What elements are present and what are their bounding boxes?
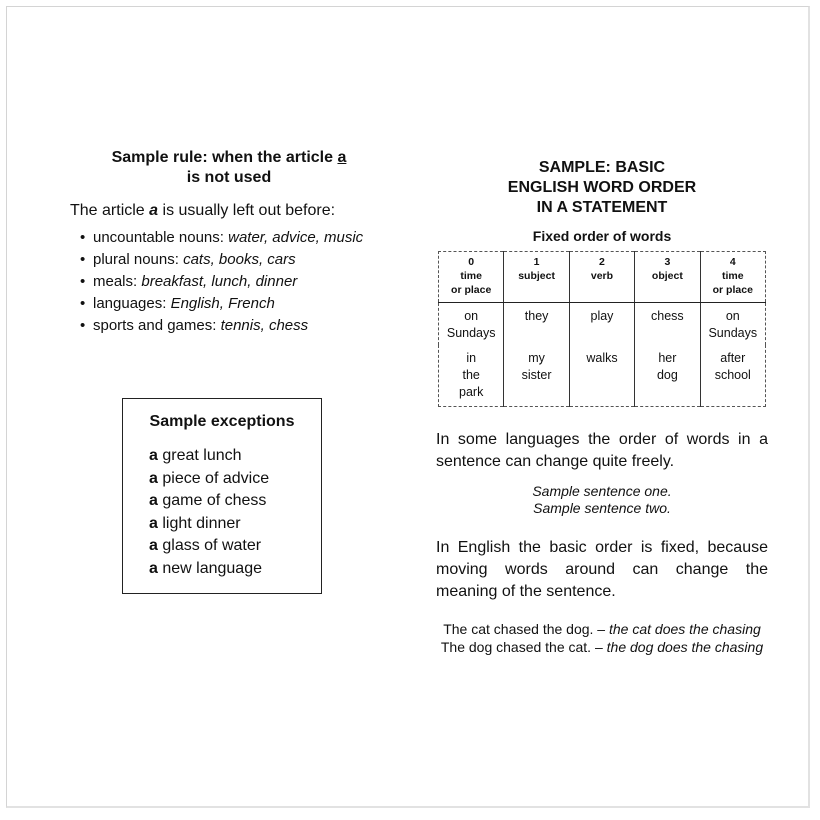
table-cell [700,345,765,407]
exception-article: a [149,469,158,487]
list-item [80,293,388,314]
left-lead [70,200,388,221]
paragraph-free-order: In some languages the order of words in a sentence can change quite freely. [436,431,768,470]
case-example: cats, books, cars [183,251,296,268]
case-example: water, advice, music [228,229,364,246]
list-item [80,249,388,270]
exception-article: a [149,492,158,509]
table-cell [569,303,634,346]
table-cell [569,345,634,407]
left-heading-text: Sample rule: when the article [111,149,334,166]
exception-name: glass of water [162,537,262,554]
exceptions-title: Sample exceptions [149,413,295,430]
case-example: tennis, chess [220,317,309,334]
exception-item [149,513,321,536]
translation-pair: The dog chased the cat. – the dog does the chasing [440,638,764,655]
cell-line: Sundays [708,326,758,340]
table-header-row [439,252,766,303]
case-label: languages: [93,295,167,312]
lead-keyword: a [149,202,159,219]
right-heading-line: SAMPLE: BASIC [538,159,666,176]
cell-line: they [524,309,549,323]
column-number: 4 [729,256,736,268]
cell-line: Sundays [446,326,496,340]
left-column [70,148,388,337]
right-heading-line: IN A STATEMENT [536,199,668,216]
exception-item [149,535,321,558]
exception-item [149,445,321,468]
meaning-note: the dog does the chasing [606,638,764,655]
left-heading [70,148,388,188]
cell-line: on [464,309,479,323]
translation-pair: The cat chased the dog. – the cat does the chasing [443,621,761,637]
exception-name: light dinner [162,514,241,532]
left-heading-keyword: a [337,149,347,166]
lead-text-2: is usually left out before: [162,202,336,219]
exceptions-box [122,398,322,594]
cell-line: school [714,368,751,382]
table-cell [635,303,700,346]
example-sentence: Sample sentence two. [533,500,671,516]
exception-name: great lunch [162,447,242,464]
exception-item [149,490,321,513]
column-header [439,252,504,303]
table-subheading: Fixed order of words [532,228,672,244]
column-label: time [460,270,482,282]
column-label: subject [518,270,555,282]
list-item [80,315,388,336]
table-cell [439,345,504,407]
cell-line: chess [651,309,684,323]
column-header [635,252,700,303]
exception-name: piece of advice [162,469,270,487]
right-heading [436,158,768,218]
example-sentence: Sample sentence one. [532,483,672,499]
table-cell [504,345,569,407]
table-row [439,345,766,407]
column-label: or place [451,284,492,296]
column-number: 0 [468,256,475,268]
column-number: 1 [533,256,540,268]
table-cell [635,345,700,407]
cell-line: the [462,368,480,382]
exception-article: a [149,514,158,532]
cell-line: sister [521,368,552,382]
table-cell [439,303,504,346]
english-sentence: The cat chased the dog. [443,621,594,637]
right-heading-line: ENGLISH WORD ORDER [507,179,697,196]
exception-article: a [149,559,158,577]
cell-line: walks [586,351,618,365]
english-sentence: The dog chased the cat. [440,638,592,655]
exception-item [149,558,321,581]
column-label: or place [712,284,753,296]
table-cell [700,303,765,346]
exception-name: game of chess [162,492,267,509]
column-number: 2 [599,256,605,268]
cell-line: dog [656,368,678,382]
cell-line: play [590,309,614,323]
cases-list [70,227,388,336]
list-item [80,227,388,248]
column-header [700,252,765,303]
case-label: uncountable nouns: [93,229,224,246]
case-label: plural nouns: [93,251,179,268]
column-label: object [651,270,683,282]
free-order-examples [436,483,768,517]
lead-text: The article [70,202,145,219]
table-cell [504,303,569,346]
exception-article: a [149,537,158,554]
column-label: time [721,270,744,282]
cell-line: on [725,309,740,323]
exception-item [149,468,321,491]
table-row [439,303,766,346]
column-header [504,252,569,303]
cell-line: in [466,351,477,365]
cell-line: my [528,351,545,365]
case-label: meals: [93,273,138,290]
column-label: verb [590,270,614,282]
case-label: sports and games: [93,317,217,334]
translation-pairs [436,621,768,656]
meaning-note: the cat does the chasing [609,621,761,637]
column-number: 3 [664,256,671,268]
right-column [436,158,768,656]
left-heading-text-2: is not used [186,169,272,186]
exception-name: new language [162,559,262,577]
exception-article: a [149,447,158,464]
word-order-table [438,251,766,407]
case-example: breakfast, lunch, dinner [141,273,298,290]
cell-line: after [720,351,746,365]
list-item [80,271,388,292]
paragraph-fixed-order: In English the basic order is fixed, because moving words around can change the meaning of the sentence. [436,539,768,600]
cell-line: park [459,385,484,399]
column-header [569,252,634,303]
case-example: English, French [170,295,275,312]
cell-line: her [658,351,677,365]
